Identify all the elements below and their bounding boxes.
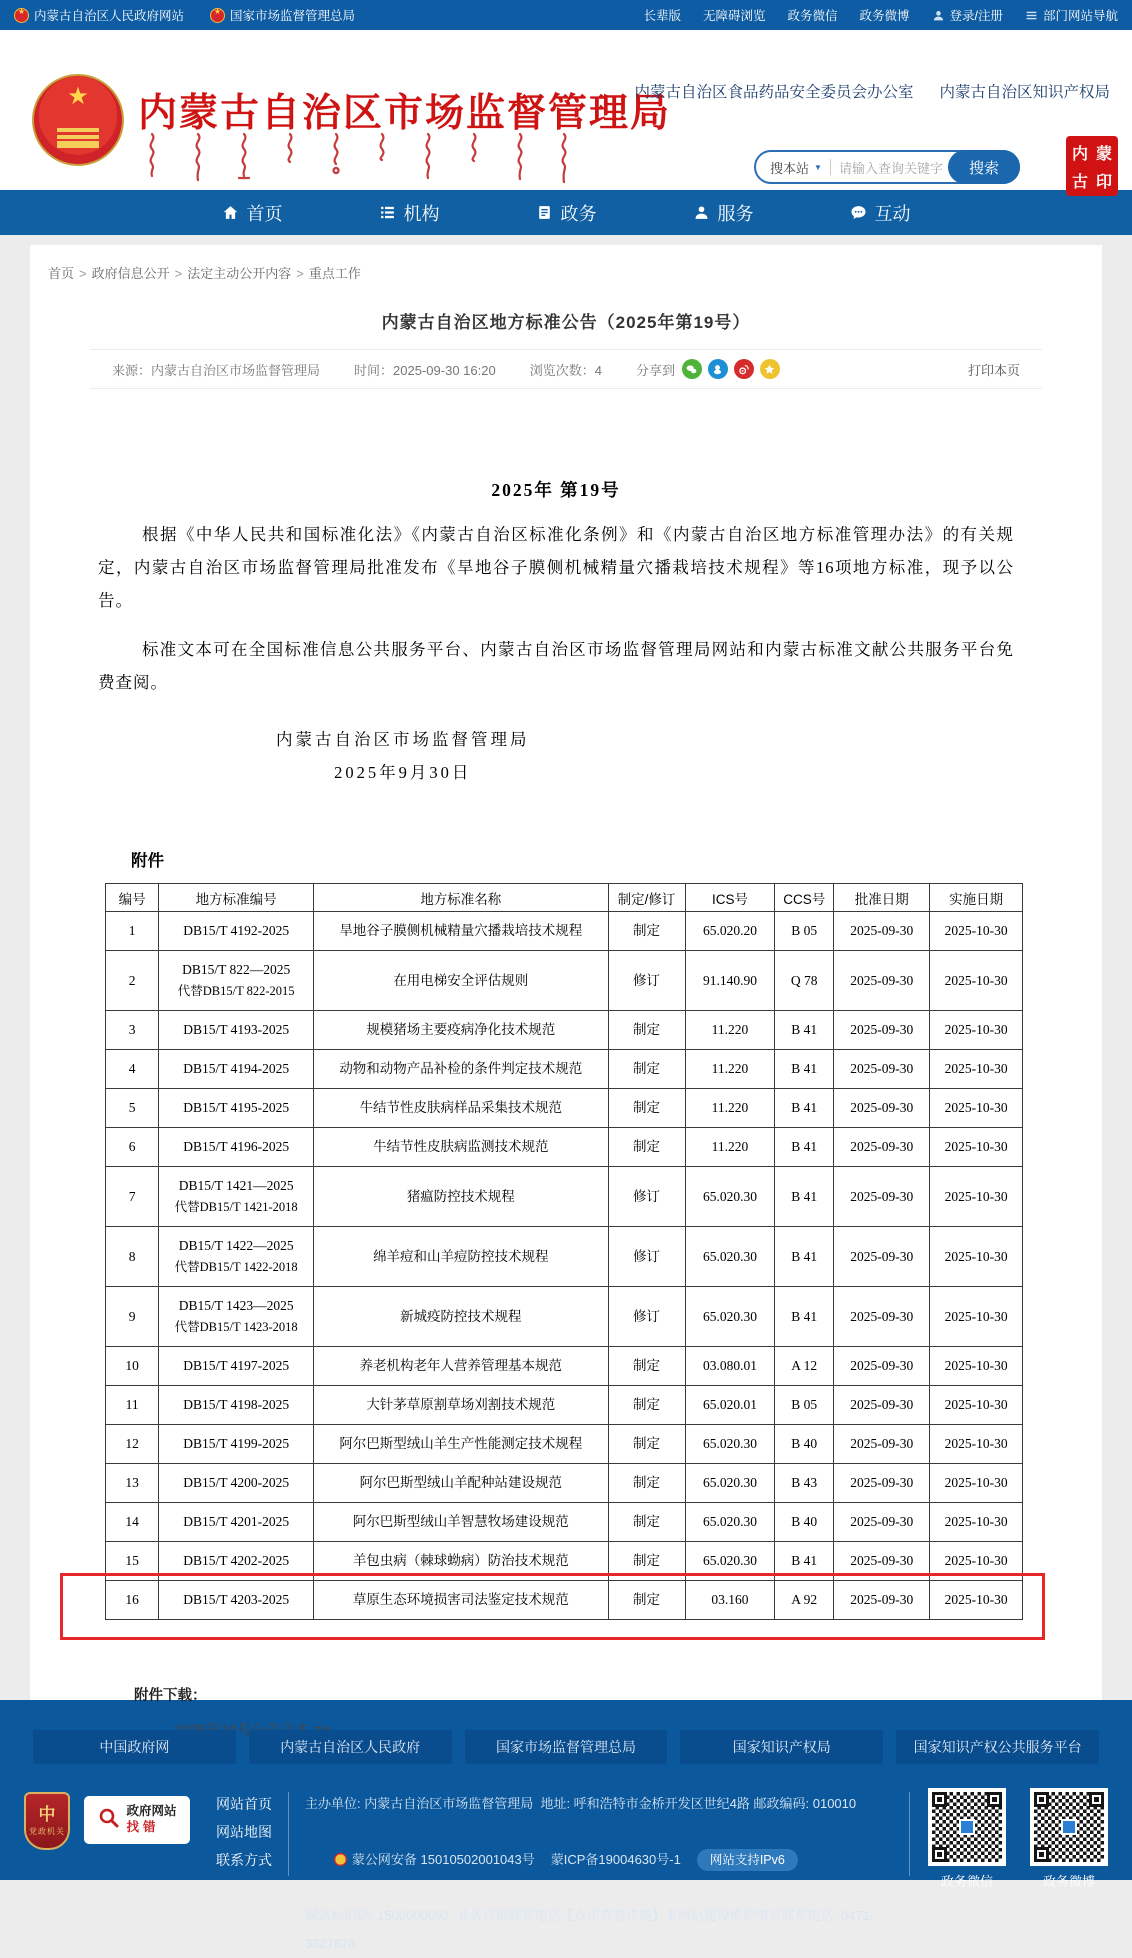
cell-ics: 91.140.90: [685, 951, 775, 1011]
tb-link-label: 政务微博: [859, 9, 910, 23]
col-header: ICS号: [685, 884, 775, 912]
cell-implemented: 2025-10-30: [930, 1503, 1023, 1542]
cell-implemented: 2025-10-30: [930, 1089, 1023, 1128]
footer-site-link-3[interactable]: 国家知识产权局: [680, 1730, 883, 1764]
footer-quick-links: [216, 1790, 272, 1874]
emblem-icon: [210, 8, 225, 23]
print-button[interactable]: 打印本页: [967, 362, 1020, 378]
cell-ccs: B 41: [775, 1542, 834, 1581]
cell-code-note: 代替DB15/T 1422-2018: [174, 1260, 298, 1274]
breadcrumb: [30, 245, 1102, 282]
cell-approved: 2025-09-30: [834, 1425, 930, 1464]
cell-implemented: 2025-10-30: [930, 1227, 1023, 1287]
article-meta: [90, 349, 1042, 389]
nav-item-机构[interactable]: [379, 200, 440, 226]
article-paragraph-1: 根据《中华人民共和国标准化法》《内蒙古自治区标准化条例》和《内蒙古自治区地方标准管理办法》的有关规定，内蒙古自治区市场监督管理局批准发布《旱地谷子膜侧机械精量穴播栽培技术规程》等16项地方标准，现予以公告。: [98, 525, 1014, 610]
nav-item-label: 机构: [403, 203, 440, 224]
cell-ccs: B 40: [775, 1425, 834, 1464]
qq-icon[interactable]: [708, 359, 728, 379]
footer-bottom: [0, 1788, 1132, 1958]
cell-name: 阿尔巴斯型绒山羊智慧牧场建设规范: [314, 1503, 608, 1542]
cell-approved: 2025-09-30: [834, 1227, 930, 1287]
cell-name: 新城疫防控技术规程: [314, 1287, 608, 1347]
cell-code: DB15/T 4202-2025: [159, 1542, 314, 1581]
cell-code-note: 代替DB15/T 1423-2018: [174, 1320, 298, 1334]
cell-approved: 2025-09-30: [834, 1128, 930, 1167]
service-icon: [693, 204, 710, 221]
cell-ccs: B 05: [775, 912, 834, 951]
cell-type: 制定: [608, 1425, 685, 1464]
cell-approved: 2025-09-30: [834, 1089, 930, 1128]
table-row: [106, 1089, 1023, 1128]
cell-code: DB15/T 4198-2025: [159, 1386, 314, 1425]
cell-implemented: 2025-10-30: [930, 1581, 1023, 1620]
emblem-icon: [14, 8, 29, 23]
cell-implemented: 2025-10-30: [930, 1011, 1023, 1050]
tb-link-label: 无障碍浏览: [702, 9, 766, 23]
article-paragraph-2: 标准文本可在全国标准信息公共服务平台、内蒙古自治区市场监督管理局网站和内蒙古标准文献公共服务平台免费查阅。: [98, 640, 1014, 692]
table-row: [106, 1425, 1023, 1464]
table-row: [106, 1503, 1023, 1542]
cell-approved: 2025-09-30: [834, 1287, 930, 1347]
home-icon: [222, 204, 239, 221]
cell-no: 2: [106, 951, 159, 1011]
cell-code-note: 代替DB15/T 822-2015: [177, 984, 295, 998]
cell-ics: 03.160: [685, 1581, 775, 1620]
footer-info-line1: 主办单位: 内蒙古自治区市场监督管理局 地址: 呼和浩特市金桥开发区世纪4路 邮政编码: 010010: [305, 1796, 857, 1811]
footer-info-line3: 网站标识码: 1500000092 业务咨询联系电话【点击查看详情】本网站建设维护事宜联系电话: 0471-3327678: [305, 1908, 875, 1951]
signature-block: [276, 723, 530, 789]
cell-type: 制定: [608, 1542, 685, 1581]
qr-code-image: [1030, 1788, 1108, 1866]
nav-item-label: 政务: [560, 203, 597, 224]
cell-ccs: B 41: [775, 1287, 834, 1347]
cell-name: 大针茅草原割草场刈割技术规范: [314, 1386, 608, 1425]
breadcrumb-item-1[interactable]: 政府信息公开: [91, 266, 170, 281]
breadcrumb-item-3: 重点工作: [308, 266, 361, 281]
national-emblem-logo: [30, 74, 126, 176]
meta-time: 时间：2025-09-30 16:20: [354, 362, 496, 378]
table-row: [106, 1050, 1023, 1089]
footer-quick-link-2[interactable]: 联系方式: [216, 1852, 272, 1868]
cell-implemented: 2025-10-30: [930, 1128, 1023, 1167]
cell-code: DB15/T 1422—2025 代替DB15/T 1422-2018: [159, 1227, 314, 1287]
col-header: 批准日期: [834, 884, 930, 912]
table-row: [106, 1542, 1023, 1581]
cell-name: 养老机构老年人营养管理基本规范: [314, 1347, 608, 1386]
cell-name: 规模猪场主要疫病净化技术规范: [314, 1011, 608, 1050]
col-header: 编号: [106, 884, 159, 912]
seal-char: 内: [1071, 145, 1088, 163]
cell-ics: 03.080.01: [685, 1347, 775, 1386]
cell-approved: 2025-09-30: [834, 1386, 930, 1425]
cell-type: 修订: [608, 1227, 685, 1287]
footer-quick-link-0[interactable]: 网站首页: [216, 1796, 272, 1812]
seal-char: 印: [1095, 173, 1112, 191]
cell-approved: 2025-09-30: [834, 1464, 930, 1503]
magnifier-icon: [97, 1806, 121, 1835]
table-header-row: [106, 884, 1023, 912]
topbar-right-links: [621, 6, 1118, 24]
breadcrumb-separator: >: [296, 266, 304, 281]
col-header: 地方标准名称: [314, 884, 608, 912]
table-row-highlighted: [106, 1581, 1023, 1620]
gov-icon: [536, 204, 553, 221]
table-row: [106, 912, 1023, 951]
share-group: [636, 359, 780, 379]
cell-ics: 65.020.30: [685, 1287, 775, 1347]
cell-ccs: B 40: [775, 1503, 834, 1542]
site-header: [0, 30, 1132, 190]
cell-implemented: 2025-10-30: [930, 1425, 1023, 1464]
cell-name: 牛结节性皮肤病样品采集技术规范: [314, 1089, 608, 1128]
site-search: [754, 150, 1020, 184]
cell-name: 阿尔巴斯型绒山羊配种站建设规范: [314, 1464, 608, 1503]
search-scope-dropdown[interactable]: [756, 158, 830, 177]
cell-ccs: B 41: [775, 1089, 834, 1128]
col-header: 地方标准编号: [159, 884, 314, 912]
cell-type: 制定: [608, 1386, 685, 1425]
cell-name: 在用电梯安全评估规则: [314, 951, 608, 1011]
user-icon: [932, 9, 945, 22]
page-title: 内蒙古自治区地方标准公告（2025年第19号）: [381, 313, 751, 332]
cell-no: 8: [106, 1227, 159, 1287]
nav-item-互动[interactable]: [850, 200, 911, 226]
topbar: [0, 0, 1132, 30]
cell-implemented: 2025-10-30: [930, 1542, 1023, 1581]
tb-link-label: 政务微信: [787, 9, 838, 23]
meta-source: 来源：内蒙古自治区市场监督管理局: [112, 362, 321, 378]
col-header: 制定/修订: [608, 884, 685, 912]
finder-line1: 政府网站: [126, 1804, 177, 1819]
cell-approved: 2025-09-30: [834, 1347, 930, 1386]
footer-divider: [909, 1792, 910, 1876]
cell-no: 7: [106, 1167, 159, 1227]
cell-code-note: 代替DB15/T 1421-2018: [174, 1200, 298, 1214]
footer-site-link-0[interactable]: 中国政府网: [33, 1730, 236, 1764]
cell-ics: 65.020.30: [685, 1227, 775, 1287]
cell-ccs: B 41: [775, 1227, 834, 1287]
search-scope-label: 搜本站: [770, 160, 810, 176]
org-icon: [379, 204, 396, 221]
cell-code: DB15/T 4195-2025: [159, 1089, 314, 1128]
seal-char: 蒙: [1095, 145, 1112, 163]
cell-name: 动物和动物产品补检的条件判定技术规范: [314, 1050, 608, 1089]
cell-no: 4: [106, 1050, 159, 1089]
cell-ccs: B 41: [775, 1011, 834, 1050]
qr-code-image: [928, 1788, 1006, 1866]
ipv6-badge: 网站支持IPv6: [697, 1849, 798, 1871]
chevron-down-icon: ▼: [814, 162, 822, 172]
cell-code: DB15/T 4193-2025: [159, 1011, 314, 1050]
table-row: [106, 1464, 1023, 1503]
cell-name: 猪瘟防控技术规程: [314, 1167, 608, 1227]
topbar-action-1[interactable]: [703, 6, 766, 24]
cell-type: 制定: [608, 1089, 685, 1128]
breadcrumb-separator: >: [174, 266, 183, 281]
signature-date: 2025年9月30日: [334, 763, 472, 782]
interact-icon: [850, 204, 867, 221]
cell-type: 制定: [608, 1128, 685, 1167]
footer-divider: [288, 1792, 289, 1876]
cell-no: 12: [106, 1425, 159, 1464]
cell-code: DB15/T 4199-2025: [159, 1425, 314, 1464]
related-links: [634, 80, 1110, 102]
cell-ccs: Q 78: [775, 951, 834, 1011]
cell-ccs: B 41: [775, 1167, 834, 1227]
site-title: 内蒙古自治区市场监督管理局: [138, 92, 672, 135]
cell-implemented: 2025-10-30: [930, 1287, 1023, 1347]
topbar-left-links: [14, 6, 381, 24]
cell-type: 制定: [608, 1503, 685, 1542]
cell-name: 羊包虫病（棘球蚴病）防治技术规范: [314, 1542, 608, 1581]
cell-name: 草原生态环境损害司法鉴定技术规范: [314, 1581, 608, 1620]
cell-type: 制定: [608, 1464, 685, 1503]
cell-ccs: A 12: [775, 1347, 834, 1386]
cell-code: DB15/T 4203-2025: [159, 1581, 314, 1620]
site-error-report-badge[interactable]: [84, 1796, 190, 1844]
seal-char: 古: [1071, 173, 1088, 191]
cell-code: DB15/T 4194-2025: [159, 1050, 314, 1089]
cell-no: 6: [106, 1128, 159, 1167]
tb-link-label: 国家市场监督管理总局: [230, 9, 356, 23]
cell-no: 14: [106, 1503, 159, 1542]
cell-implemented: 2025-10-30: [930, 951, 1023, 1011]
cell-no: 16: [106, 1581, 159, 1620]
table-row: [106, 1227, 1023, 1287]
table-row: [106, 1128, 1023, 1167]
download-label: 附件下载：: [134, 1688, 207, 1704]
wechat-icon[interactable]: [682, 359, 702, 379]
content-card: [30, 245, 1102, 1704]
finder-line2: 找错: [126, 1820, 160, 1834]
cell-type: 修订: [608, 1167, 685, 1227]
table-row: [106, 1347, 1023, 1386]
cell-ccs: B 05: [775, 1386, 834, 1425]
cell-code: DB15/T 1421—2025 代替DB15/T 1421-2018: [159, 1167, 314, 1227]
tb-link-label: 部门网站导航: [1042, 9, 1118, 23]
police-badge-icon: [334, 1853, 347, 1866]
document-number: 2025年 第19号: [491, 480, 621, 500]
qzone-icon[interactable]: [760, 359, 780, 379]
cell-approved: 2025-09-30: [834, 1542, 930, 1581]
footer-info: [305, 1790, 893, 1958]
cell-type: 制定: [608, 1050, 685, 1089]
cell-approved: 2025-09-30: [834, 1011, 930, 1050]
cell-type: 制定: [608, 1581, 685, 1620]
search-button[interactable]: 搜索: [948, 150, 1020, 184]
cell-approved: 2025-09-30: [834, 1050, 930, 1089]
footer-info-line2: [305, 1818, 893, 1902]
cell-code: DB15/T 4197-2025: [159, 1347, 314, 1386]
footer-site-links: [0, 1700, 1132, 1764]
cell-type: 制定: [608, 1347, 685, 1386]
cell-ics: 65.020.30: [685, 1503, 775, 1542]
cell-ccs: B 41: [775, 1128, 834, 1167]
cell-implemented: 2025-10-30: [930, 1050, 1023, 1089]
tb-link-label: 登录/注册: [949, 9, 1003, 23]
cell-no: 5: [106, 1089, 159, 1128]
party-emblem-icon: 中: [38, 1804, 56, 1824]
menu-icon: [1025, 9, 1038, 22]
cell-implemented: 2025-10-30: [930, 1386, 1023, 1425]
weibo-icon[interactable]: [734, 359, 754, 379]
share-label: 分享到: [635, 362, 675, 378]
nav-item-服务[interactable]: [693, 200, 754, 226]
tb-link-label: 长辈版: [643, 9, 681, 23]
cell-code: DB15/T 4192-2025: [159, 912, 314, 951]
related-link-1[interactable]: 内蒙古自治区知识产权局: [939, 84, 1110, 101]
cell-ics: 65.020.30: [685, 1542, 775, 1581]
cell-ics: 11.220: [685, 1050, 775, 1089]
attachment-label: 附件: [131, 851, 164, 870]
cell-no: 9: [106, 1287, 159, 1347]
cell-type: 制定: [608, 912, 685, 951]
cell-ics: 11.220: [685, 1089, 775, 1128]
cell-name: 旱地谷子膜侧机械精量穴播栽培技术规程: [314, 912, 608, 951]
cell-code: DB15/T 822—2025 代替DB15/T 822-2015: [159, 951, 314, 1011]
footer-site-link-1[interactable]: 内蒙古自治区人民政府: [249, 1730, 452, 1764]
cell-no: 15: [106, 1542, 159, 1581]
qr-item: [928, 1788, 1006, 1890]
cell-ics: 65.020.01: [685, 1386, 775, 1425]
breadcrumb-item-0[interactable]: 首页: [48, 266, 75, 281]
cell-code: DB15/T 4201-2025: [159, 1503, 314, 1542]
cell-implemented: 2025-10-30: [930, 1464, 1023, 1503]
cell-approved: 2025-09-30: [834, 1581, 930, 1620]
col-header: CCS号: [775, 884, 834, 912]
cell-name: 阿尔巴斯型绒山羊生产性能测定技术规程: [314, 1425, 608, 1464]
table-row: [106, 1011, 1023, 1050]
cell-name: 牛结节性皮肤病监测技术规范: [314, 1128, 608, 1167]
cell-ccs: B 43: [775, 1464, 834, 1503]
footer-site-link-2[interactable]: 国家市场监督管理总局: [465, 1730, 668, 1764]
cell-type: 修订: [608, 951, 685, 1011]
cell-ics: 65.020.30: [685, 1425, 775, 1464]
topbar-action-5[interactable]: [1025, 6, 1118, 24]
standards-table-wrap: [105, 883, 1023, 1620]
article-body: [98, 477, 1014, 871]
topbar-link-0[interactable]: [14, 6, 184, 24]
inner-mongolia-seal: [1066, 136, 1118, 196]
nav-item-政务[interactable]: [536, 200, 597, 226]
cell-no: 10: [106, 1347, 159, 1386]
tb-link-label: 内蒙古自治区人民政府网站: [34, 9, 185, 23]
cell-implemented: 2025-10-30: [930, 1347, 1023, 1386]
topbar-action-0[interactable]: [643, 6, 681, 24]
nav-item-首页[interactable]: [222, 200, 283, 226]
signature-org: 内蒙古自治区市场监督管理局: [276, 730, 530, 749]
cell-ccs: B 41: [775, 1050, 834, 1089]
qr-item: [1030, 1788, 1108, 1890]
cell-approved: 2025-09-30: [834, 951, 930, 1011]
cell-approved: 2025-09-30: [834, 912, 930, 951]
topbar-action-2[interactable]: [787, 6, 837, 24]
cell-ics: 65.020.20: [685, 912, 775, 951]
cell-ics: 11.220: [685, 1128, 775, 1167]
footer-site-link-4[interactable]: 国家知识产权公共服务平台: [896, 1730, 1099, 1764]
breadcrumb-separator: >: [79, 266, 87, 281]
cell-type: 制定: [608, 1011, 685, 1050]
nav-item-label: 首页: [246, 203, 283, 224]
cell-ics: 11.220: [685, 1011, 775, 1050]
nav-item-label: 服务: [717, 203, 754, 224]
mongolian-script-decoration: [146, 132, 576, 184]
qr-label: 政务微信: [940, 1874, 993, 1889]
cell-code: DB15/T 1423—2025 代替DB15/T 1423-2018: [159, 1287, 314, 1347]
beian-link-1[interactable]: 蒙公网安备 15010502001043号: [351, 1852, 535, 1867]
cell-ccs: A 92: [775, 1581, 834, 1620]
search-input[interactable]: 请输入查询关键字: [838, 160, 943, 176]
qr-label: 政务微博: [1042, 1874, 1095, 1889]
related-link-0[interactable]: 内蒙古自治区食品药品安全委员会办公室: [634, 84, 914, 101]
emblem-gate-icon: [57, 128, 99, 148]
footer-qr-codes: [928, 1788, 1108, 1890]
standards-table: [105, 883, 1023, 1620]
beian-link-2[interactable]: 蒙ICP备19004630号-1: [550, 1852, 681, 1867]
cell-ics: 65.020.30: [685, 1167, 775, 1227]
emblem-star-icon: ★: [67, 83, 89, 110]
cell-approved: 2025-09-30: [834, 1503, 930, 1542]
table-row: [106, 1287, 1023, 1347]
party-gov-badge[interactable]: 中 党政机关: [24, 1792, 70, 1850]
share-icons: [682, 359, 780, 379]
topbar-action-3[interactable]: [859, 6, 909, 24]
footer-quick-link-1[interactable]: 网站地图: [216, 1824, 272, 1840]
cell-ics: 65.020.30: [685, 1464, 775, 1503]
table-row: [106, 1386, 1023, 1425]
cell-code: DB15/T 4200-2025: [159, 1464, 314, 1503]
cell-no: 1: [106, 912, 159, 951]
main-nav: [0, 190, 1132, 235]
footer: [0, 1700, 1132, 1951]
cell-name: 绵羊痘和山羊痘防控技术规程: [314, 1227, 608, 1287]
table-row: [106, 1167, 1023, 1227]
col-header: 实施日期: [930, 884, 1023, 912]
cell-approved: 2025-09-30: [834, 1167, 930, 1227]
breadcrumb-item-2[interactable]: 法定主动公开内容: [187, 266, 292, 281]
cell-code: DB15/T 4196-2025: [159, 1128, 314, 1167]
cell-no: 13: [106, 1464, 159, 1503]
cell-no: 11: [106, 1386, 159, 1425]
topbar-action-4[interactable]: [932, 6, 1003, 24]
table-row: [106, 951, 1023, 1011]
cell-type: 修订: [608, 1287, 685, 1347]
topbar-link-1[interactable]: [210, 6, 355, 24]
cell-implemented: 2025-10-30: [930, 912, 1023, 951]
meta-views: 浏览次数：4: [529, 362, 602, 378]
nav-item-label: 互动: [874, 203, 911, 224]
cell-no: 3: [106, 1011, 159, 1050]
cell-implemented: 2025-10-30: [930, 1167, 1023, 1227]
